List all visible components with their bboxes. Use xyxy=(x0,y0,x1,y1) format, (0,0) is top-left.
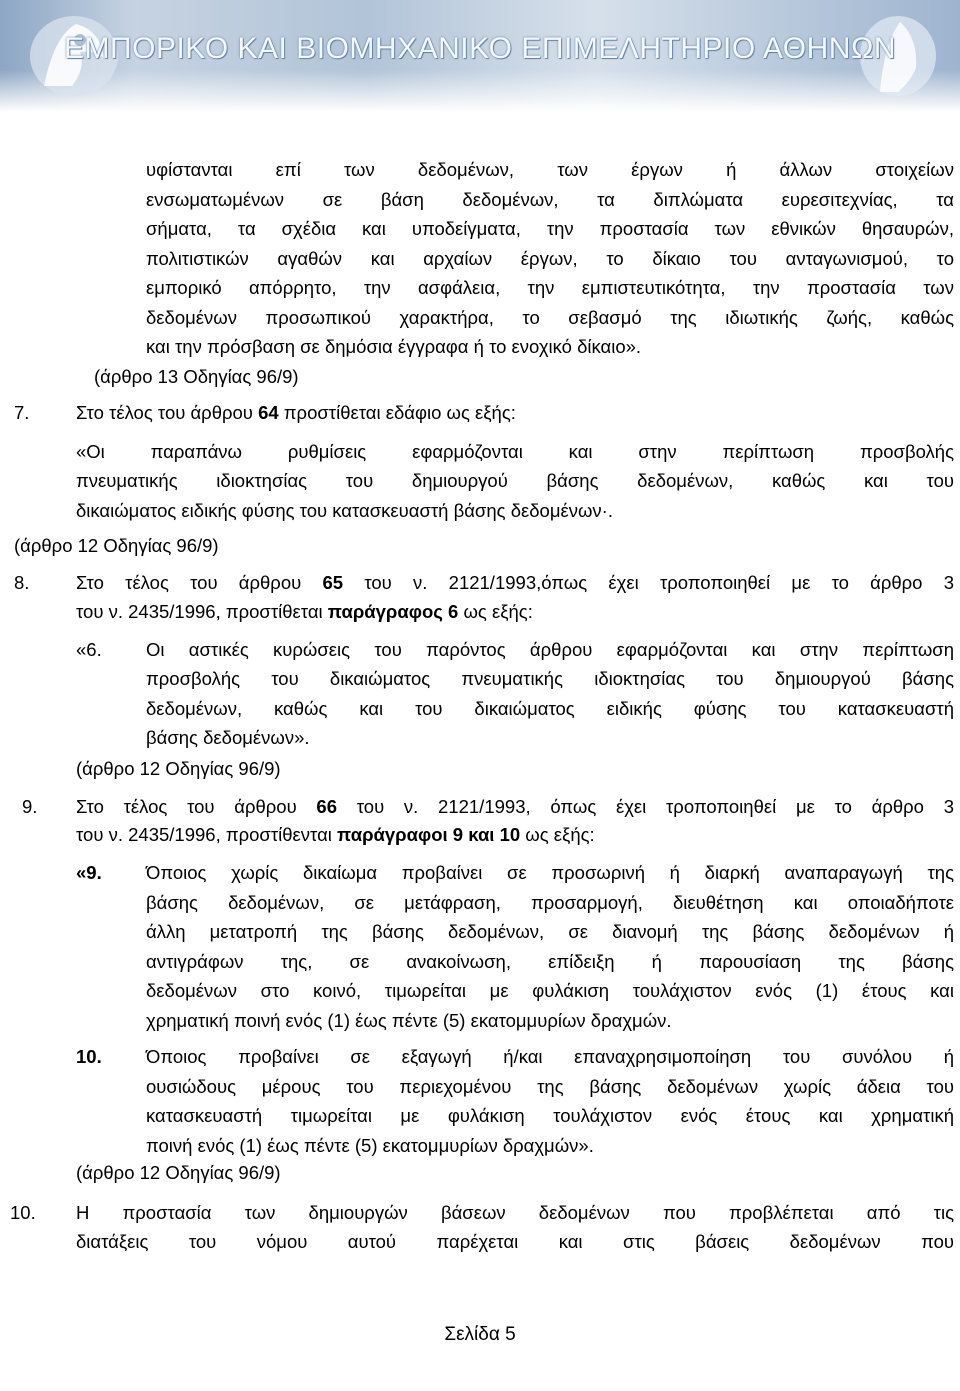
intro-line: σήματα, τα σχέδια και υποδείγματα, την προστασία των εθνικών θησαυρών, xyxy=(146,218,954,239)
heading-text: ως εξής: xyxy=(458,601,533,622)
intro-line: και την πρόσβαση σε δημόσια έγγραφα ή το ενοχικό δίκαιο». xyxy=(146,336,642,357)
heading-text: Στο τέλος του άρθρου xyxy=(76,796,317,817)
intro-line: υφίστανται επί των δεδομένων, των έργων ή άλλων στοιχείων xyxy=(146,159,954,180)
item-number: 8. xyxy=(14,572,30,593)
article-number: 65 xyxy=(322,572,344,593)
heading-text: Στο τέλος του άρθρου xyxy=(76,402,259,423)
item-heading xyxy=(76,824,595,846)
item-heading xyxy=(76,796,954,818)
page-number: Σελίδα 5 xyxy=(444,1324,516,1345)
article-reference: (άρθρο 12 Οδηγίας 96/9) xyxy=(14,535,219,556)
item-heading xyxy=(76,402,516,424)
paragraph-line: χρηματική ποινή ενός (1) έως πέντε (5) εκατομμυρίων δραχμών. xyxy=(146,1010,672,1031)
paragraph-label: «9. xyxy=(76,862,102,883)
item-number: 10. xyxy=(10,1202,36,1223)
intro-line: πολιτιστικών αγαθών και αρχαίων έργων, το δίκαιο του ανταγωνισμού, το xyxy=(146,248,954,269)
article-number: 66 xyxy=(316,796,337,817)
paragraph-line: ουσιώδους μέρους του περιεχομένου της βάσης δεδομένων χωρίς άδεια του xyxy=(146,1076,954,1097)
paragraph-line: Όποιος χωρίς δικαίωμα προβαίνει σε προσωρινή ή διαρκή αναπαραγωγή της xyxy=(146,862,954,883)
paragraph-line: αντιγράφων της, σε ανακοίνωση, επίδειξη ή παρουσίαση της βάσης xyxy=(146,951,954,972)
item-line: Η προστασία των δημιουργών βάσεων δεδομένων που προβλέπεται από τις xyxy=(76,1202,954,1223)
intro-line: δεδομένων προσωπικού χαρακτήρα, το σεβασμό της ιδιωτικής ζωής, καθώς xyxy=(146,307,954,328)
item-number: 9. xyxy=(22,796,38,817)
header-banner-fade xyxy=(0,70,960,112)
paragraph-label: «6. xyxy=(76,639,102,660)
item-heading xyxy=(76,601,533,623)
paragraph-line: βάσης δεδομένων». xyxy=(146,727,310,748)
article-number: 64 xyxy=(258,402,279,423)
heading-text: Στο τέλος του άρθρου xyxy=(76,572,323,593)
paragraph-line: ποινή ενός (1) έως πέντε (5) εκατομμυρίων δραχμών». xyxy=(146,1135,594,1156)
paragraph-line: δεδομένων στο κοινό, τιμωρείται με φυλάκιση τουλάχιστον ενός (1) έτους και xyxy=(146,980,954,1001)
paragraph-line: Όποιος προβαίνει σε εξαγωγή ή/και επαναχρησιμοποίηση του συνόλου ή xyxy=(146,1046,954,1067)
heading-text: ως εξής: xyxy=(520,824,595,845)
paragraph-line: προσβολής του δικαιώματος πνευματικής ιδιοκτησίας του δημιουργού βάσης xyxy=(146,668,954,689)
intro-line: ενσωματωμένων σε βάση δεδομένων, τα διπλώματα ευρεσιτεχνίας, τα xyxy=(146,189,954,210)
item-line: διατάξεις του νόμου αυτού παρέχεται και στις βάσεις δεδομένων που xyxy=(76,1231,954,1252)
intro-line: εμπορικό απόρρητο, την ασφάλεια, την εμπιστευτικότητα, την προστασία των xyxy=(146,277,954,298)
paragraph-ref: παράγραφοι 9 και 10 xyxy=(337,824,521,845)
quote-line: «Οι παραπάνω ρυθμίσεις εφαρμόζονται και στην περίπτωση προσβολής xyxy=(76,441,954,462)
item-number: 7. xyxy=(14,402,30,423)
chamber-name: ΕΜΠΟΡΙΚΟ ΚΑΙ ΒΙΟΜΗΧΑΝΙΚΟ ΕΠΙΜΕΛΗΤΗΡΙΟ ΑΘΗΝΩΝ xyxy=(63,32,897,65)
quote-line: δικαιώματος ειδικής φύσης του κατασκευαστή βάσης δεδομένων·. xyxy=(76,500,613,521)
item-heading xyxy=(76,572,954,594)
paragraph-line: Οι αστικές κυρώσεις του παρόντος άρθρου εφαρμόζονται και στην περίπτωση xyxy=(146,639,954,660)
paragraph-line: κατασκευαστή τιμωρείται με φυλάκιση τουλάχιστον ενός έτους και χρηματική xyxy=(146,1105,954,1126)
article-reference: (άρθρο 13 Οδηγίας 96/9) xyxy=(94,366,299,387)
paragraph-line: βάσης δεδομένων, σε μετάφραση, προσαρμογή, διευθέτηση και οποιαδήποτε xyxy=(146,892,954,913)
paragraph-line: άλλη μετατροπή της βάσης δεδομένων, σε διανομή της βάσης δεδομένων ή xyxy=(146,921,954,942)
heading-text: προστίθεται εδάφιο ως εξής: xyxy=(278,402,516,423)
quote-line: πνευματικής ιδιοκτησίας του δημιουργού βάσης δεδομένων, καθώς και του xyxy=(76,470,954,491)
paragraph-ref: παράγραφος 6 xyxy=(327,601,459,622)
paragraph-line: δεδομένων, καθώς και του δικαιώματος ειδικής φύσης του κατασκευαστή xyxy=(146,698,954,719)
heading-text: του ν. 2121/1993, όπως έχει τροποποιηθεί με το άρθρο 3 xyxy=(337,796,954,817)
heading-text: του ν. 2435/1996, προστίθεται xyxy=(76,601,328,622)
heading-text: του ν. 2435/1996, προστίθενται xyxy=(76,824,338,845)
article-reference: (άρθρο 12 Οδηγίας 96/9) xyxy=(76,1162,281,1183)
paragraph-label: 10. xyxy=(76,1046,102,1067)
heading-text: του ν. 2121/1993,όπως έχει τροποποιηθεί με το άρθρο 3 xyxy=(343,572,954,593)
article-reference: (άρθρο 12 Οδηγίας 96/9) xyxy=(76,758,281,779)
